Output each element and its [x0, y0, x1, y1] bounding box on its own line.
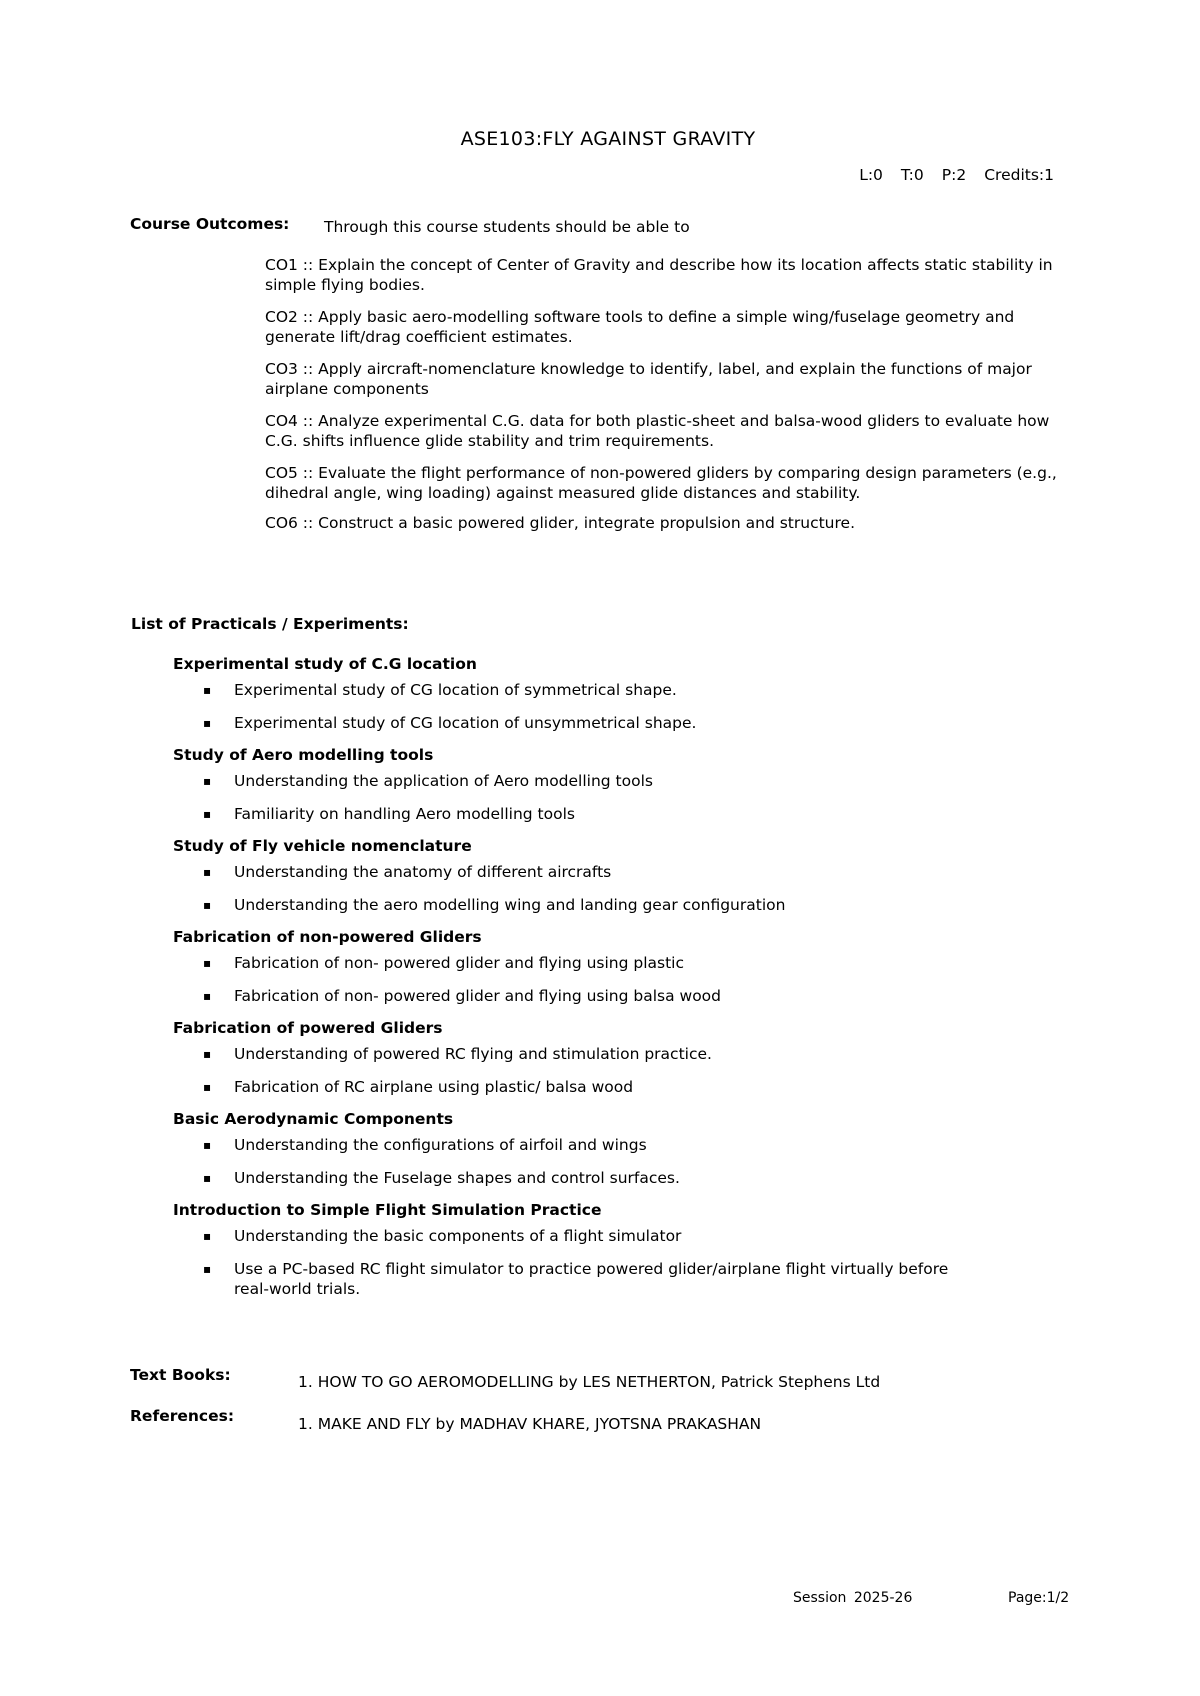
credits: Credits:1: [984, 166, 1054, 184]
bullet-icon: ▪: [203, 1047, 212, 1061]
practical-item-text: Understanding the configurations of airfoil and wings: [234, 1136, 647, 1154]
practical-item-text: Fabrication of RC airplane using plastic/ balsa wood: [234, 1078, 634, 1096]
practical-item-text: Understanding the Fuselage shapes and control surfaces.: [234, 1169, 680, 1187]
course-outcomes-intro: Through this course students should be able to: [324, 218, 690, 236]
practical-section: [173, 1200, 1053, 1299]
practical-section-title: Fabrication of powered Gliders: [173, 1019, 443, 1037]
practicals-list: [173, 654, 1053, 1311]
course-outcome-item: CO2 :: Apply basic aero-modelling software tools to define a simple wing/fuselage geometry and generate lift/drag coefficient estimates.: [265, 308, 1015, 346]
bullet-icon: ▪: [203, 1171, 212, 1185]
practical-section-title: Study of Fly vehicle nomenclature: [173, 837, 472, 855]
practical-item-text: Use a PC-based RC flight simulator to practice powered glider/airplane flight virtually before real-world trials.: [234, 1260, 949, 1298]
bullet-icon: ▪: [203, 956, 212, 970]
practical-section: [173, 1109, 1053, 1188]
course-title: ASE103:FLY AGAINST GRAVITY: [460, 128, 756, 150]
lecture-hours: L:0: [859, 166, 883, 184]
practical-item: [173, 895, 1053, 915]
practical-item: [173, 713, 1053, 733]
bullet-icon: ▪: [203, 898, 212, 912]
bullet-icon: ▪: [203, 1229, 212, 1243]
practical-item-text: Understanding the basic components of a flight simulator: [234, 1227, 682, 1245]
bullet-icon: ▪: [203, 865, 212, 879]
practical-item: [173, 1044, 1053, 1064]
practical-section-title: Experimental study of C.G location: [173, 655, 477, 673]
course-outcome-item: CO5 :: Evaluate the flight performance of non-powered gliders by comparing design parameters (e.g., dihedral angle, wing loading) against measured glide distances and stability.: [265, 464, 1057, 502]
bullet-icon: ▪: [203, 774, 212, 788]
practical-section-title: Fabrication of non-powered Gliders: [173, 928, 482, 946]
practical-section: [173, 745, 1053, 824]
practical-item: [173, 1135, 1053, 1155]
practical-item: [173, 986, 1053, 1006]
references-label: References:: [130, 1407, 235, 1425]
practical-section-title: Basic Aerodynamic Components: [173, 1110, 454, 1128]
practical-item-text: Fabrication of non- powered glider and flying using plastic: [234, 954, 684, 972]
bullet-icon: ▪: [203, 1138, 212, 1152]
bullet-icon: ▪: [203, 1262, 212, 1276]
practical-item: [173, 1259, 953, 1299]
practical-section: [173, 836, 1053, 915]
course-outcome-item: CO4 :: Analyze experimental C.G. data for both plastic-sheet and balsa-wood gliders to evaluate how C.G. shifts influence glide stability and trim requirements.: [265, 412, 1050, 450]
practical-item: [173, 862, 1053, 882]
practical-item-text: Understanding the anatomy of different aircrafts: [234, 863, 612, 881]
course-outcomes-list: [265, 255, 1065, 545]
practical-section-title: Study of Aero modelling tools: [173, 746, 434, 764]
course-outcomes-label: Course Outcomes:: [130, 215, 290, 233]
session-info: Session 2025-26: [793, 1590, 913, 1606]
page-number: Page:1/2: [1008, 1590, 1070, 1606]
course-outcome-item: CO1 :: Explain the concept of Center of Gravity and describe how its location affects static stability in simple flying bodies.: [265, 256, 1053, 294]
text-book-item: 1. HOW TO GO AEROMODELLING by LES NETHERTON, Patrick Stephens Ltd: [298, 1373, 881, 1391]
practical-item-text: Understanding the application of Aero modelling tools: [234, 772, 653, 790]
practical-item-text: Understanding of powered RC flying and stimulation practice.: [234, 1045, 712, 1063]
practical-item: [173, 1226, 1053, 1246]
course-load-info: [859, 166, 1054, 184]
practical-item-text: Familiarity on handling Aero modelling tools: [234, 805, 575, 823]
bullet-icon: ▪: [203, 807, 212, 821]
bullet-icon: ▪: [203, 683, 212, 697]
course-outcome-item: CO3 :: Apply aircraft-nomenclature knowledge to identify, label, and explain the functions of major airplane components: [265, 360, 1032, 398]
practical-item-text: Experimental study of CG location of symmetrical shape.: [234, 681, 677, 699]
practical-item: [173, 680, 1053, 700]
practical-section: [173, 654, 1053, 733]
practical-item: [173, 1077, 1053, 1097]
reference-item: 1. MAKE AND FLY by MADHAV KHARE, JYOTSNA PRAKASHAN: [298, 1415, 762, 1433]
practical-item: [173, 804, 1053, 824]
practical-item-text: Experimental study of CG location of unsymmetrical shape.: [234, 714, 697, 732]
practical-section-title: Introduction to Simple Flight Simulation Practice: [173, 1201, 602, 1219]
bullet-icon: ▪: [203, 1080, 212, 1094]
text-books-label: Text Books:: [130, 1366, 231, 1384]
bullet-icon: ▪: [203, 716, 212, 730]
practical-item: [173, 953, 1053, 973]
practicals-heading: List of Practicals / Experiments:: [131, 615, 409, 633]
practical-hours: P:2: [941, 166, 967, 184]
tutorial-hours: T:0: [900, 166, 924, 184]
practical-item: [173, 1168, 1053, 1188]
practical-item: [173, 771, 1053, 791]
practical-section: [173, 927, 1053, 1006]
course-outcome-item: CO6 :: Construct a basic powered glider, integrate propulsion and structure.: [265, 514, 855, 532]
bullet-icon: ▪: [203, 989, 212, 1003]
practical-item-text: Understanding the aero modelling wing and landing gear configuration: [234, 896, 786, 914]
practical-item-text: Fabrication of non- powered glider and flying using balsa wood: [234, 987, 722, 1005]
practical-section: [173, 1018, 1053, 1097]
